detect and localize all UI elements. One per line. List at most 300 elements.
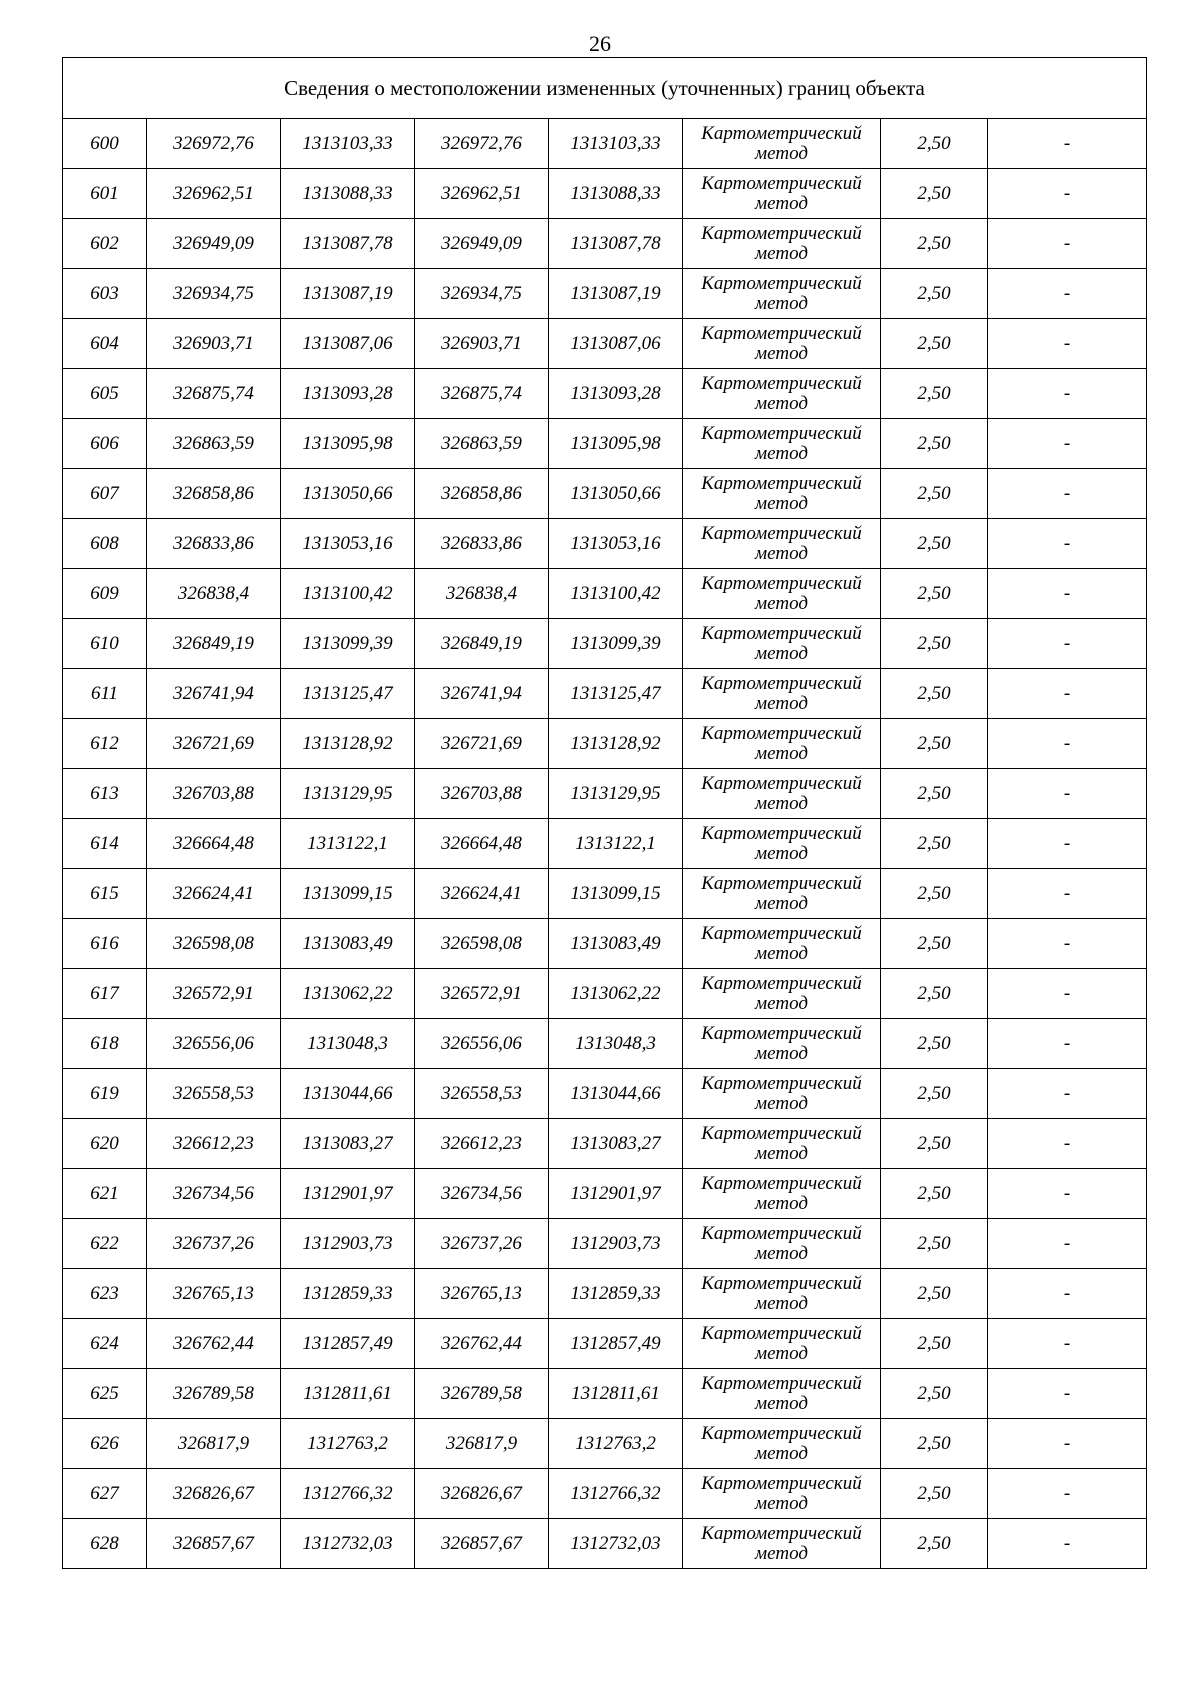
- method-line2: метод: [755, 392, 808, 414]
- existing-x-cell: 326703,88: [147, 769, 281, 819]
- refined-y-cell: 1313050,66: [549, 469, 683, 519]
- existing-y-cell: 1313048,3: [281, 1019, 415, 1069]
- existing-y-cell: 1312859,33: [281, 1269, 415, 1319]
- existing-x-cell: 326858,86: [147, 469, 281, 519]
- existing-x-cell: 326934,75: [147, 269, 281, 319]
- method-line1: Картометрический: [701, 1222, 862, 1244]
- refined-y-cell: 1313129,95: [549, 769, 683, 819]
- refined-x-cell: 326972,76: [415, 119, 549, 169]
- existing-y-cell: 1313087,06: [281, 319, 415, 369]
- refined-x-cell: 326624,41: [415, 869, 549, 919]
- precision-cell: 2,50: [881, 1169, 988, 1219]
- existing-x-cell: 326734,56: [147, 1169, 281, 1219]
- existing-x-cell: 326741,94: [147, 669, 281, 719]
- table-row: [63, 569, 1147, 619]
- refined-y-cell: 1313100,42: [549, 569, 683, 619]
- table-row: [63, 1419, 1147, 1469]
- precision-cell: 2,50: [881, 119, 988, 169]
- method-cell: [683, 369, 881, 419]
- point-number-cell: 601: [63, 169, 147, 219]
- method-line2: метод: [755, 992, 808, 1014]
- point-number-cell: 613: [63, 769, 147, 819]
- note-cell: -: [988, 769, 1147, 819]
- table-row: [63, 819, 1147, 869]
- refined-x-cell: 326863,59: [415, 419, 549, 469]
- point-number-cell: 621: [63, 1169, 147, 1219]
- existing-y-cell: 1313044,66: [281, 1069, 415, 1119]
- refined-y-cell: 1313044,66: [549, 1069, 683, 1119]
- method-line1: Картометрический: [701, 122, 862, 144]
- precision-cell: 2,50: [881, 719, 988, 769]
- table-row: [63, 1369, 1147, 1419]
- point-number-cell: 607: [63, 469, 147, 519]
- method-cell: [683, 569, 881, 619]
- precision-cell: 2,50: [881, 1369, 988, 1419]
- point-number-cell: 626: [63, 1419, 147, 1469]
- precision-cell: 2,50: [881, 669, 988, 719]
- existing-y-cell: 1313087,78: [281, 219, 415, 269]
- point-number-cell: 602: [63, 219, 147, 269]
- method-line2: метод: [755, 442, 808, 464]
- existing-x-cell: 326962,51: [147, 169, 281, 219]
- method-line2: метод: [755, 242, 808, 264]
- method-cell: [683, 869, 881, 919]
- method-cell: [683, 769, 881, 819]
- point-number-cell: 620: [63, 1119, 147, 1169]
- refined-x-cell: 326664,48: [415, 819, 549, 869]
- note-cell: -: [988, 1019, 1147, 1069]
- point-number-cell: 609: [63, 569, 147, 619]
- table-row: [63, 1069, 1147, 1119]
- refined-y-cell: 1313128,92: [549, 719, 683, 769]
- method-line2: метод: [755, 142, 808, 164]
- method-cell: [683, 1069, 881, 1119]
- note-cell: -: [988, 519, 1147, 569]
- method-cell: [683, 669, 881, 719]
- precision-cell: 2,50: [881, 769, 988, 819]
- existing-x-cell: 326972,76: [147, 119, 281, 169]
- existing-x-cell: 326664,48: [147, 819, 281, 869]
- table-row: [63, 1019, 1147, 1069]
- refined-x-cell: 326826,67: [415, 1469, 549, 1519]
- method-line1: Картометрический: [701, 1022, 862, 1044]
- method-cell: [683, 919, 881, 969]
- refined-x-cell: 326556,06: [415, 1019, 549, 1069]
- existing-x-cell: 326838,4: [147, 569, 281, 619]
- note-cell: -: [988, 1069, 1147, 1119]
- table-row: [63, 1169, 1147, 1219]
- method-cell: [683, 1269, 881, 1319]
- existing-y-cell: 1312732,03: [281, 1519, 415, 1569]
- existing-y-cell: 1313095,98: [281, 419, 415, 469]
- table-row: [63, 869, 1147, 919]
- refined-y-cell: 1313099,39: [549, 619, 683, 669]
- existing-y-cell: 1313099,39: [281, 619, 415, 669]
- method-line1: Картометрический: [701, 1072, 862, 1094]
- method-line2: метод: [755, 792, 808, 814]
- method-cell: [683, 1319, 881, 1369]
- refined-y-cell: 1313083,49: [549, 919, 683, 969]
- note-cell: -: [988, 169, 1147, 219]
- refined-x-cell: 326849,19: [415, 619, 549, 669]
- precision-cell: 2,50: [881, 919, 988, 969]
- method-cell: [683, 1419, 881, 1469]
- existing-x-cell: 326765,13: [147, 1269, 281, 1319]
- method-line1: Картометрический: [701, 872, 862, 894]
- table-row: [63, 219, 1147, 269]
- existing-y-cell: 1312763,2: [281, 1419, 415, 1469]
- existing-x-cell: 326612,23: [147, 1119, 281, 1169]
- refined-y-cell: 1312857,49: [549, 1319, 683, 1369]
- note-cell: -: [988, 919, 1147, 969]
- method-line2: метод: [755, 342, 808, 364]
- refined-x-cell: 326558,53: [415, 1069, 549, 1119]
- method-line2: метод: [755, 742, 808, 764]
- existing-y-cell: 1312811,61: [281, 1369, 415, 1419]
- table-row: [63, 969, 1147, 1019]
- method-line2: метод: [755, 192, 808, 214]
- note-cell: -: [988, 1119, 1147, 1169]
- point-number-cell: 627: [63, 1469, 147, 1519]
- table-row: [63, 319, 1147, 369]
- precision-cell: 2,50: [881, 1419, 988, 1469]
- refined-x-cell: 326762,44: [415, 1319, 549, 1369]
- method-cell: [683, 719, 881, 769]
- refined-y-cell: 1312763,2: [549, 1419, 683, 1469]
- method-line2: метод: [755, 1142, 808, 1164]
- table-row: [63, 1519, 1147, 1569]
- method-cell: [683, 269, 881, 319]
- refined-x-cell: 326741,94: [415, 669, 549, 719]
- method-line1: Картометрический: [701, 1122, 862, 1144]
- refined-x-cell: 326858,86: [415, 469, 549, 519]
- method-cell: [683, 1219, 881, 1269]
- point-number-cell: 614: [63, 819, 147, 869]
- refined-y-cell: 1313062,22: [549, 969, 683, 1019]
- precision-cell: 2,50: [881, 319, 988, 369]
- method-line2: метод: [755, 1192, 808, 1214]
- method-cell: [683, 969, 881, 1019]
- precision-cell: 2,50: [881, 1219, 988, 1269]
- refined-y-cell: 1313087,19: [549, 269, 683, 319]
- refined-x-cell: 326598,08: [415, 919, 549, 969]
- table-body: [63, 58, 1147, 1569]
- note-cell: -: [988, 269, 1147, 319]
- method-cell: [683, 119, 881, 169]
- precision-cell: 2,50: [881, 369, 988, 419]
- note-cell: -: [988, 969, 1147, 1019]
- existing-y-cell: 1313050,66: [281, 469, 415, 519]
- refined-x-cell: 326721,69: [415, 719, 549, 769]
- point-number-cell: 600: [63, 119, 147, 169]
- point-number-cell: 619: [63, 1069, 147, 1119]
- existing-y-cell: 1313122,1: [281, 819, 415, 869]
- existing-x-cell: 326789,58: [147, 1369, 281, 1419]
- note-cell: -: [988, 1519, 1147, 1569]
- method-line1: Картометрический: [701, 172, 862, 194]
- note-cell: -: [988, 319, 1147, 369]
- refined-x-cell: 326572,91: [415, 969, 549, 1019]
- coordinates-table: [62, 57, 1147, 1569]
- refined-x-cell: 326903,71: [415, 319, 549, 369]
- method-line2: метод: [755, 892, 808, 914]
- table-row: [63, 519, 1147, 569]
- precision-cell: 2,50: [881, 1469, 988, 1519]
- method-line2: метод: [755, 1542, 808, 1564]
- table-row: [63, 769, 1147, 819]
- point-number-cell: 623: [63, 1269, 147, 1319]
- point-number-cell: 606: [63, 419, 147, 469]
- method-cell: [683, 1519, 881, 1569]
- existing-x-cell: 326598,08: [147, 919, 281, 969]
- existing-y-cell: 1313129,95: [281, 769, 415, 819]
- method-line1: Картометрический: [701, 622, 862, 644]
- method-line1: Картометрический: [701, 722, 862, 744]
- refined-y-cell: 1313099,15: [549, 869, 683, 919]
- precision-cell: 2,50: [881, 619, 988, 669]
- precision-cell: 2,50: [881, 869, 988, 919]
- method-line2: метод: [755, 542, 808, 564]
- table-row: [63, 369, 1147, 419]
- method-cell: [683, 1169, 881, 1219]
- point-number-cell: 612: [63, 719, 147, 769]
- method-line2: метод: [755, 1392, 808, 1414]
- method-cell: [683, 619, 881, 669]
- refined-y-cell: 1312903,73: [549, 1219, 683, 1269]
- refined-y-cell: 1313093,28: [549, 369, 683, 419]
- method-line1: Картометрический: [701, 672, 862, 694]
- existing-x-cell: 326558,53: [147, 1069, 281, 1119]
- existing-y-cell: 1313100,42: [281, 569, 415, 619]
- note-cell: -: [988, 219, 1147, 269]
- refined-x-cell: 326833,86: [415, 519, 549, 569]
- point-number-cell: 628: [63, 1519, 147, 1569]
- method-line1: Картометрический: [701, 1272, 862, 1294]
- method-line1: Картометрический: [701, 522, 862, 544]
- existing-y-cell: 1312903,73: [281, 1219, 415, 1269]
- refined-y-cell: 1312766,32: [549, 1469, 683, 1519]
- existing-y-cell: 1313103,33: [281, 119, 415, 169]
- refined-y-cell: 1313122,1: [549, 819, 683, 869]
- method-line1: Картометрический: [701, 1472, 862, 1494]
- precision-cell: 2,50: [881, 519, 988, 569]
- method-cell: [683, 319, 881, 369]
- method-line1: Картометрический: [701, 1522, 862, 1544]
- precision-cell: 2,50: [881, 1319, 988, 1369]
- method-line2: метод: [755, 942, 808, 964]
- table-row: [63, 1319, 1147, 1369]
- method-line2: метод: [755, 842, 808, 864]
- point-number-cell: 608: [63, 519, 147, 569]
- existing-y-cell: 1313083,27: [281, 1119, 415, 1169]
- table-title-row: [63, 58, 1147, 119]
- table-row: [63, 119, 1147, 169]
- note-cell: -: [988, 819, 1147, 869]
- method-cell: [683, 1019, 881, 1069]
- refined-y-cell: 1313048,3: [549, 1019, 683, 1069]
- refined-y-cell: 1313083,27: [549, 1119, 683, 1169]
- point-number-cell: 603: [63, 269, 147, 319]
- existing-y-cell: 1313125,47: [281, 669, 415, 719]
- precision-cell: 2,50: [881, 419, 988, 469]
- method-cell: [683, 1119, 881, 1169]
- refined-x-cell: 326962,51: [415, 169, 549, 219]
- point-number-cell: 604: [63, 319, 147, 369]
- table-row: [63, 169, 1147, 219]
- refined-y-cell: 1312859,33: [549, 1269, 683, 1319]
- method-line2: метод: [755, 1342, 808, 1364]
- existing-x-cell: 326857,67: [147, 1519, 281, 1569]
- existing-x-cell: 326875,74: [147, 369, 281, 419]
- existing-y-cell: 1313093,28: [281, 369, 415, 419]
- note-cell: -: [988, 1469, 1147, 1519]
- method-cell: [683, 419, 881, 469]
- note-cell: -: [988, 619, 1147, 669]
- precision-cell: 2,50: [881, 819, 988, 869]
- method-cell: [683, 519, 881, 569]
- method-line2: метод: [755, 692, 808, 714]
- precision-cell: 2,50: [881, 1019, 988, 1069]
- method-line1: Картометрический: [701, 1422, 862, 1444]
- existing-x-cell: 326762,44: [147, 1319, 281, 1369]
- refined-y-cell: 1312901,97: [549, 1169, 683, 1219]
- refined-y-cell: 1312811,61: [549, 1369, 683, 1419]
- existing-x-cell: 326556,06: [147, 1019, 281, 1069]
- method-line2: метод: [755, 1242, 808, 1264]
- refined-x-cell: 326875,74: [415, 369, 549, 419]
- precision-cell: 2,50: [881, 1069, 988, 1119]
- table-row: [63, 469, 1147, 519]
- point-number-cell: 624: [63, 1319, 147, 1369]
- refined-x-cell: 326789,58: [415, 1369, 549, 1419]
- method-line2: метод: [755, 1292, 808, 1314]
- existing-x-cell: 326863,59: [147, 419, 281, 469]
- method-line2: метод: [755, 1092, 808, 1114]
- method-line2: метод: [755, 1492, 808, 1514]
- precision-cell: 2,50: [881, 469, 988, 519]
- refined-x-cell: 326949,09: [415, 219, 549, 269]
- refined-y-cell: 1313088,33: [549, 169, 683, 219]
- method-line1: Картометрический: [701, 972, 862, 994]
- existing-y-cell: 1313088,33: [281, 169, 415, 219]
- table-row: [63, 669, 1147, 719]
- table-row: [63, 919, 1147, 969]
- precision-cell: 2,50: [881, 1519, 988, 1569]
- existing-x-cell: 326849,19: [147, 619, 281, 669]
- existing-x-cell: 326833,86: [147, 519, 281, 569]
- table-row: [63, 419, 1147, 469]
- table-title: Сведения о местоположении измененных (уточненных) границ объекта: [63, 58, 1147, 119]
- note-cell: -: [988, 1319, 1147, 1369]
- table-row: [63, 1269, 1147, 1319]
- existing-y-cell: 1313062,22: [281, 969, 415, 1019]
- note-cell: -: [988, 569, 1147, 619]
- point-number-cell: 618: [63, 1019, 147, 1069]
- method-line1: Картометрический: [701, 222, 862, 244]
- refined-x-cell: 326817,9: [415, 1419, 549, 1469]
- refined-y-cell: 1313053,16: [549, 519, 683, 569]
- refined-x-cell: 326838,4: [415, 569, 549, 619]
- table-row: [63, 1469, 1147, 1519]
- method-line1: Картометрический: [701, 1322, 862, 1344]
- note-cell: -: [988, 419, 1147, 469]
- precision-cell: 2,50: [881, 169, 988, 219]
- method-cell: [683, 469, 881, 519]
- refined-x-cell: 326703,88: [415, 769, 549, 819]
- precision-cell: 2,50: [881, 1119, 988, 1169]
- point-number-cell: 615: [63, 869, 147, 919]
- refined-x-cell: 326934,75: [415, 269, 549, 319]
- existing-x-cell: 326826,67: [147, 1469, 281, 1519]
- refined-y-cell: 1313095,98: [549, 419, 683, 469]
- refined-x-cell: 326737,26: [415, 1219, 549, 1269]
- method-line1: Картометрический: [701, 1372, 862, 1394]
- point-number-cell: 610: [63, 619, 147, 669]
- precision-cell: 2,50: [881, 969, 988, 1019]
- note-cell: -: [988, 869, 1147, 919]
- table-row: [63, 269, 1147, 319]
- method-line1: Картометрический: [701, 472, 862, 494]
- method-line2: метод: [755, 1442, 808, 1464]
- point-number-cell: 622: [63, 1219, 147, 1269]
- note-cell: -: [988, 1169, 1147, 1219]
- existing-y-cell: 1313128,92: [281, 719, 415, 769]
- method-line1: Картометрический: [701, 422, 862, 444]
- refined-y-cell: 1313125,47: [549, 669, 683, 719]
- method-line1: Картометрический: [701, 322, 862, 344]
- existing-x-cell: 326572,91: [147, 969, 281, 1019]
- point-number-cell: 605: [63, 369, 147, 419]
- existing-y-cell: 1312766,32: [281, 1469, 415, 1519]
- method-line2: метод: [755, 292, 808, 314]
- precision-cell: 2,50: [881, 1269, 988, 1319]
- note-cell: -: [988, 1269, 1147, 1319]
- note-cell: -: [988, 1369, 1147, 1419]
- method-line1: Картометрический: [701, 272, 862, 294]
- method-cell: [683, 1369, 881, 1419]
- note-cell: -: [988, 119, 1147, 169]
- refined-y-cell: 1313103,33: [549, 119, 683, 169]
- refined-x-cell: 326857,67: [415, 1519, 549, 1569]
- point-number-cell: 625: [63, 1369, 147, 1419]
- point-number-cell: 617: [63, 969, 147, 1019]
- point-number-cell: 611: [63, 669, 147, 719]
- note-cell: -: [988, 469, 1147, 519]
- method-line2: метод: [755, 642, 808, 664]
- note-cell: -: [988, 1419, 1147, 1469]
- refined-y-cell: 1312732,03: [549, 1519, 683, 1569]
- method-line1: Картометрический: [701, 572, 862, 594]
- existing-x-cell: 326949,09: [147, 219, 281, 269]
- method-cell: [683, 819, 881, 869]
- existing-x-cell: 326624,41: [147, 869, 281, 919]
- table-row: [63, 619, 1147, 669]
- refined-x-cell: 326765,13: [415, 1269, 549, 1319]
- existing-x-cell: 326737,26: [147, 1219, 281, 1269]
- existing-y-cell: 1312857,49: [281, 1319, 415, 1369]
- existing-y-cell: 1312901,97: [281, 1169, 415, 1219]
- precision-cell: 2,50: [881, 219, 988, 269]
- precision-cell: 2,50: [881, 569, 988, 619]
- existing-x-cell: 326721,69: [147, 719, 281, 769]
- refined-y-cell: 1313087,06: [549, 319, 683, 369]
- refined-y-cell: 1313087,78: [549, 219, 683, 269]
- note-cell: -: [988, 669, 1147, 719]
- method-line2: метод: [755, 492, 808, 514]
- note-cell: -: [988, 1219, 1147, 1269]
- table-row: [63, 1219, 1147, 1269]
- method-line1: Картометрический: [701, 922, 862, 944]
